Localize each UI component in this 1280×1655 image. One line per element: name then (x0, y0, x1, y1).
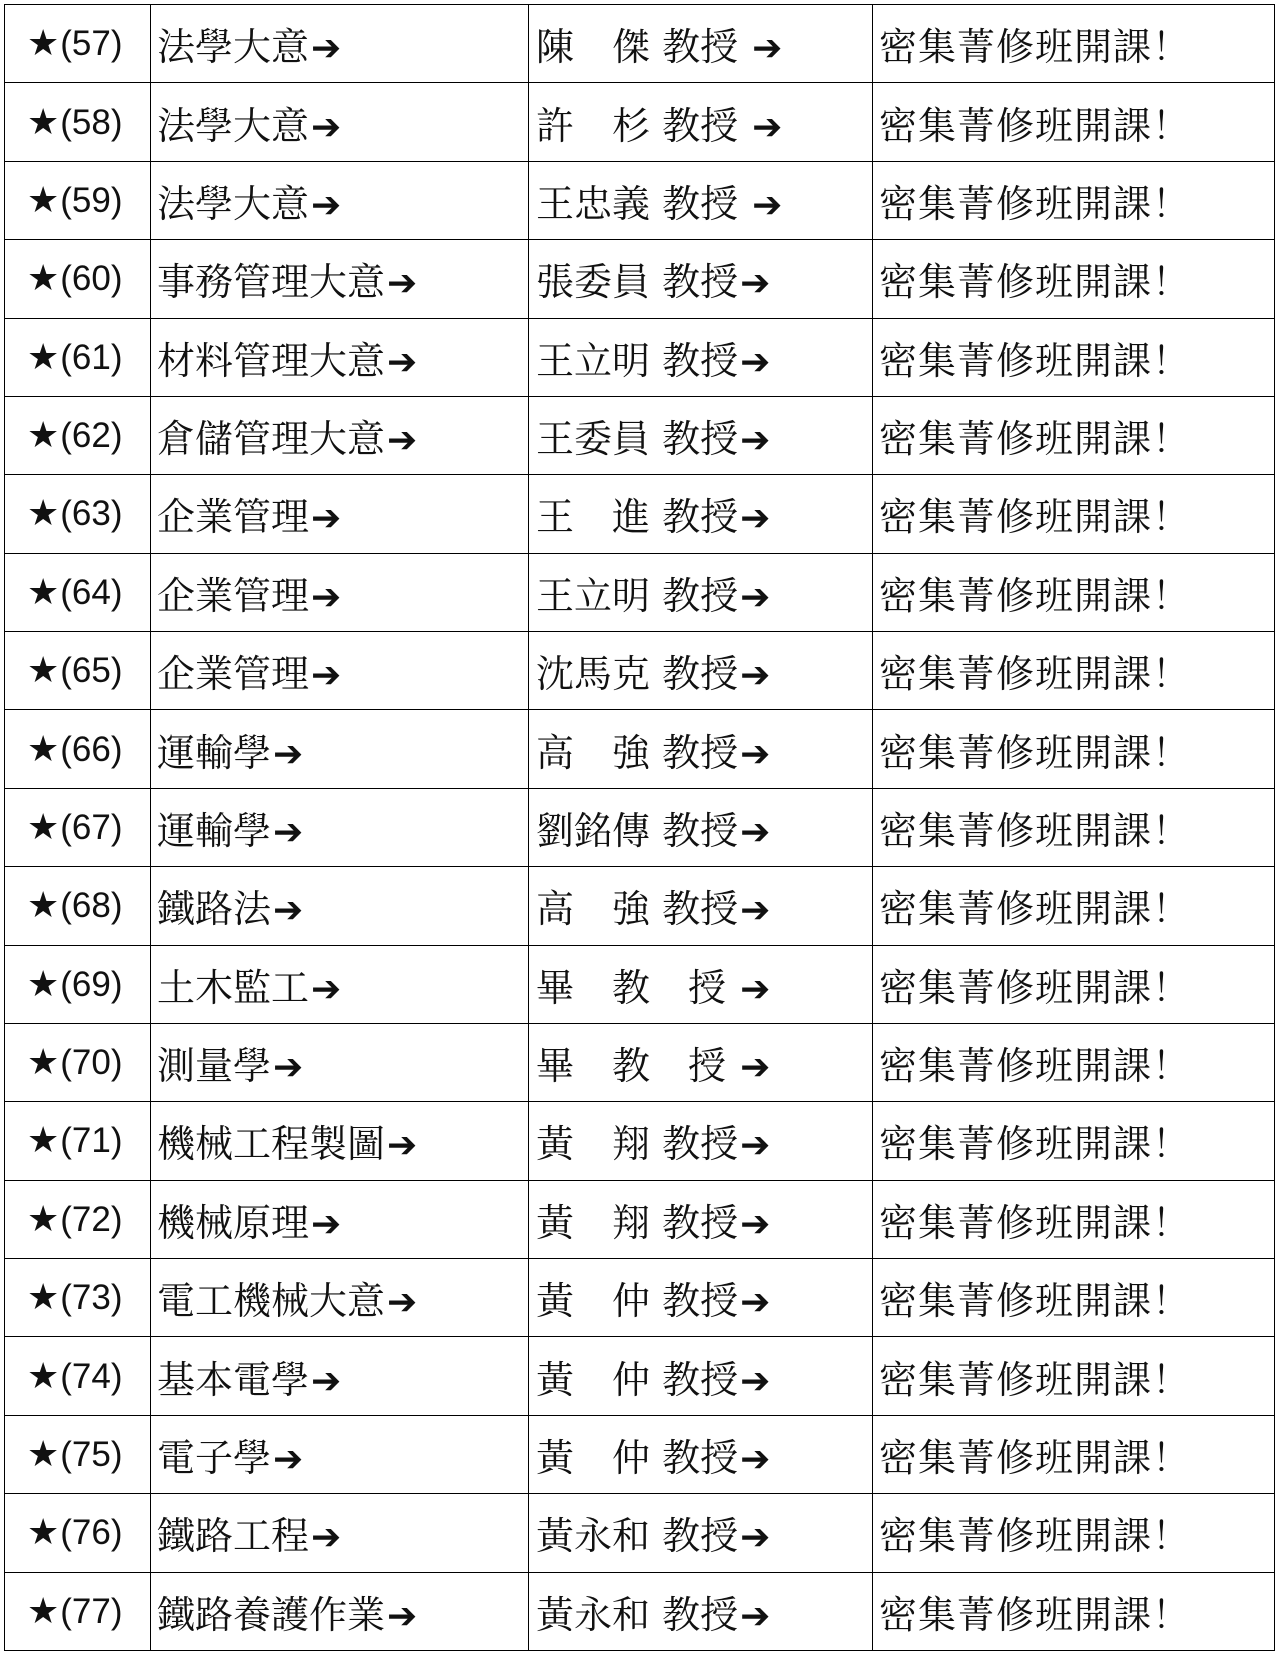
table-row (5, 1180, 1275, 1258)
status-cell (873, 240, 1275, 318)
right-arrow-icon: ➔ (273, 1047, 304, 1089)
teacher-name: 王 進 教授 (536, 495, 739, 540)
subject-cell (151, 1180, 529, 1258)
subject-cell (151, 1572, 529, 1651)
table-row (5, 867, 1275, 945)
teacher-name: 王忠義 教授 (536, 181, 751, 226)
course-number: (68) (60, 886, 123, 926)
subject-cell (151, 240, 529, 318)
subject-cell (151, 1494, 529, 1572)
table-row (5, 475, 1275, 553)
table-row (5, 1337, 1275, 1415)
course-number-cell (5, 83, 151, 161)
teacher-cell (529, 240, 873, 318)
star-icon: ★ (27, 1120, 60, 1162)
right-arrow-icon: ➔ (740, 733, 771, 775)
right-arrow-icon: ➔ (740, 1203, 771, 1245)
subject-name: 法學大意 (157, 25, 310, 70)
right-arrow-icon: ➔ (311, 655, 342, 697)
status-cell (873, 945, 1275, 1023)
table-row (5, 1572, 1275, 1651)
subject-cell (151, 553, 529, 631)
right-arrow-icon: ➔ (273, 890, 304, 932)
teacher-cell (529, 1415, 873, 1493)
course-number: (69) (60, 964, 123, 1004)
right-arrow-icon: ➔ (387, 420, 418, 462)
subject-cell (151, 867, 529, 945)
course-number-cell (5, 553, 151, 631)
subject-cell (151, 632, 529, 710)
status-cell (873, 1259, 1275, 1337)
star-icon: ★ (27, 1590, 60, 1632)
teacher-name: 高 強 教授 (536, 887, 739, 932)
right-arrow-icon: ➔ (273, 811, 304, 853)
teacher-name: 許 杉 教授 (536, 103, 751, 148)
status-text: 密集菁修班開課！ (879, 1122, 1192, 1167)
right-arrow-icon: ➔ (387, 263, 418, 305)
subject-cell (151, 1102, 529, 1180)
course-number-cell (5, 1102, 151, 1180)
course-number-cell (5, 1259, 151, 1337)
status-text: 密集菁修班開課！ (879, 887, 1192, 932)
star-icon: ★ (27, 415, 60, 457)
teacher-cell (529, 1337, 873, 1415)
course-number: (58) (60, 102, 123, 142)
course-number-cell (5, 1180, 151, 1258)
course-number: (77) (60, 1591, 123, 1631)
right-arrow-icon: ➔ (740, 263, 771, 305)
subject-name: 測量學 (157, 1044, 272, 1089)
teacher-name: 黃 翔 教授 (536, 1122, 739, 1167)
table-row (5, 240, 1275, 318)
teacher-name: 張委員 教授 (536, 260, 739, 305)
status-cell (873, 1572, 1275, 1651)
course-table (4, 4, 1275, 1651)
teacher-cell (529, 1259, 873, 1337)
status-text: 密集菁修班開課！ (879, 965, 1192, 1010)
teacher-name: 黃 翔 教授 (536, 1200, 739, 1245)
status-text: 密集菁修班開課！ (879, 573, 1192, 618)
subject-cell (151, 318, 529, 396)
table-row (5, 1415, 1275, 1493)
course-number-cell (5, 1023, 151, 1101)
teacher-cell (529, 1023, 873, 1101)
star-icon: ★ (27, 179, 60, 221)
teacher-name: 高 強 教授 (536, 730, 739, 775)
right-arrow-icon: ➔ (740, 1125, 771, 1167)
teacher-cell (529, 1494, 873, 1572)
subject-name: 企業管理 (157, 495, 310, 540)
right-arrow-icon: ➔ (311, 106, 342, 148)
teacher-cell (529, 1102, 873, 1180)
subject-name: 鐵路工程 (157, 1514, 310, 1559)
subject-name: 鐵路養護作業 (157, 1592, 386, 1637)
course-number-cell (5, 1337, 151, 1415)
subject-cell (151, 161, 529, 239)
course-number: (61) (60, 337, 123, 377)
status-cell (873, 867, 1275, 945)
right-arrow-icon: ➔ (740, 498, 771, 540)
teacher-cell (529, 945, 873, 1023)
right-arrow-icon: ➔ (273, 1438, 304, 1480)
subject-name: 電子學 (157, 1435, 272, 1480)
course-number: (65) (60, 651, 123, 691)
star-icon: ★ (27, 1512, 60, 1554)
teacher-name: 王立明 教授 (536, 338, 739, 383)
subject-cell (151, 710, 529, 788)
right-arrow-icon: ➔ (387, 341, 418, 383)
star-icon: ★ (27, 650, 60, 692)
teacher-name: 陳 傑 教授 (536, 25, 751, 70)
course-number-cell (5, 318, 151, 396)
status-cell (873, 161, 1275, 239)
teacher-name: 沈馬克 教授 (536, 652, 739, 697)
subject-name: 機械工程製圖 (157, 1122, 386, 1167)
subject-name: 電工機械大意 (157, 1279, 386, 1324)
course-number: (67) (60, 807, 123, 847)
right-arrow-icon: ➔ (752, 184, 783, 226)
subject-name: 企業管理 (157, 573, 310, 618)
subject-cell (151, 475, 529, 553)
status-cell (873, 710, 1275, 788)
status-cell (873, 5, 1275, 83)
course-number-cell (5, 710, 151, 788)
course-number-cell (5, 1494, 151, 1572)
table-row (5, 161, 1275, 239)
subject-name: 法學大意 (157, 181, 310, 226)
right-arrow-icon: ➔ (387, 1282, 418, 1324)
star-icon: ★ (27, 1198, 60, 1240)
course-number: (70) (60, 1043, 123, 1083)
star-icon: ★ (27, 336, 60, 378)
star-icon: ★ (27, 101, 60, 143)
status-cell (873, 318, 1275, 396)
right-arrow-icon: ➔ (311, 498, 342, 540)
status-cell (873, 475, 1275, 553)
right-arrow-icon: ➔ (311, 184, 342, 226)
teacher-cell (529, 553, 873, 631)
subject-name: 基本電學 (157, 1357, 310, 1402)
subject-cell (151, 396, 529, 474)
table-row (5, 396, 1275, 474)
course-number: (74) (60, 1356, 123, 1396)
star-icon: ★ (27, 963, 60, 1005)
status-text: 密集菁修班開課！ (879, 103, 1192, 148)
teacher-cell (529, 1572, 873, 1651)
subject-name: 法學大意 (157, 103, 310, 148)
course-number-cell (5, 867, 151, 945)
teacher-cell (529, 632, 873, 710)
subject-name: 機械原理 (157, 1200, 310, 1245)
teacher-name: 劉銘傳 教授 (536, 808, 739, 853)
status-text: 密集菁修班開課！ (879, 1279, 1192, 1324)
status-text: 密集菁修班開課！ (879, 181, 1192, 226)
status-text: 密集菁修班開課！ (879, 417, 1192, 462)
status-text: 密集菁修班開課！ (879, 338, 1192, 383)
subject-cell (151, 5, 529, 83)
table-row (5, 1023, 1275, 1101)
table-row (5, 1259, 1275, 1337)
course-number-cell (5, 475, 151, 553)
course-number-cell (5, 5, 151, 83)
star-icon: ★ (27, 1433, 60, 1475)
right-arrow-icon: ➔ (740, 890, 771, 932)
status-text: 密集菁修班開課！ (879, 1435, 1192, 1480)
star-icon: ★ (27, 258, 60, 300)
course-number: (62) (60, 416, 123, 456)
course-number: (71) (60, 1121, 123, 1161)
course-number-cell (5, 396, 151, 474)
table-row (5, 553, 1275, 631)
status-text: 密集菁修班開課！ (879, 808, 1192, 853)
course-number-cell (5, 1415, 151, 1493)
right-arrow-icon: ➔ (387, 1125, 418, 1167)
status-text: 密集菁修班開課！ (879, 1357, 1192, 1402)
star-icon: ★ (27, 571, 60, 613)
subject-cell (151, 788, 529, 866)
star-icon: ★ (27, 493, 60, 535)
subject-name: 倉儲管理大意 (157, 417, 386, 462)
right-arrow-icon: ➔ (311, 1517, 342, 1559)
teacher-name: 黃 仲 教授 (536, 1357, 739, 1402)
subject-name: 土木監工 (157, 965, 310, 1010)
table-row (5, 1494, 1275, 1572)
status-cell (873, 396, 1275, 474)
teacher-cell (529, 396, 873, 474)
star-icon: ★ (27, 1277, 60, 1319)
right-arrow-icon: ➔ (387, 1595, 418, 1637)
right-arrow-icon: ➔ (752, 28, 783, 70)
course-number: (66) (60, 729, 123, 769)
subject-name: 運輸學 (157, 730, 272, 775)
subject-cell (151, 83, 529, 161)
status-text: 密集菁修班開課！ (879, 260, 1192, 305)
course-number: (57) (60, 24, 123, 64)
right-arrow-icon: ➔ (740, 1047, 771, 1089)
teacher-cell (529, 83, 873, 161)
teacher-cell (529, 1180, 873, 1258)
status-text: 密集菁修班開課！ (879, 730, 1192, 775)
course-number-cell (5, 161, 151, 239)
course-number: (72) (60, 1199, 123, 1239)
teacher-cell (529, 161, 873, 239)
right-arrow-icon: ➔ (311, 1203, 342, 1245)
right-arrow-icon: ➔ (273, 733, 304, 775)
right-arrow-icon: ➔ (752, 106, 783, 148)
star-icon: ★ (27, 1042, 60, 1084)
right-arrow-icon: ➔ (740, 1438, 771, 1480)
right-arrow-icon: ➔ (740, 1360, 771, 1402)
status-text: 密集菁修班開課！ (879, 1044, 1192, 1089)
course-number-cell (5, 788, 151, 866)
right-arrow-icon: ➔ (740, 1517, 771, 1559)
star-icon: ★ (27, 728, 60, 770)
status-cell (873, 788, 1275, 866)
right-arrow-icon: ➔ (311, 576, 342, 618)
right-arrow-icon: ➔ (311, 28, 342, 70)
teacher-cell (529, 788, 873, 866)
status-cell (873, 632, 1275, 710)
status-cell (873, 1337, 1275, 1415)
subject-name: 運輸學 (157, 808, 272, 853)
course-number: (59) (60, 180, 123, 220)
star-icon: ★ (27, 806, 60, 848)
teacher-name: 黃永和 教授 (536, 1514, 739, 1559)
course-number-cell (5, 945, 151, 1023)
status-cell (873, 1180, 1275, 1258)
subject-cell (151, 945, 529, 1023)
table-row (5, 788, 1275, 866)
status-text: 密集菁修班開課！ (879, 652, 1192, 697)
course-number: (63) (60, 494, 123, 534)
status-text: 密集菁修班開課！ (879, 1592, 1192, 1637)
teacher-name: 黃永和 教授 (536, 1592, 739, 1637)
course-number-cell (5, 240, 151, 318)
course-number: (75) (60, 1434, 123, 1474)
subject-cell (151, 1259, 529, 1337)
status-cell (873, 1023, 1275, 1101)
teacher-cell (529, 867, 873, 945)
status-cell (873, 1415, 1275, 1493)
teacher-cell (529, 318, 873, 396)
teacher-cell (529, 475, 873, 553)
teacher-cell (529, 5, 873, 83)
table-row (5, 83, 1275, 161)
subject-name: 鐵路法 (157, 887, 272, 932)
right-arrow-icon: ➔ (740, 1595, 771, 1637)
teacher-name: 畢 教 授 (536, 965, 739, 1010)
right-arrow-icon: ➔ (740, 576, 771, 618)
status-cell (873, 553, 1275, 631)
status-cell (873, 1494, 1275, 1572)
star-icon: ★ (27, 1355, 60, 1397)
table-row (5, 945, 1275, 1023)
table-row (5, 632, 1275, 710)
subject-name: 事務管理大意 (157, 260, 386, 305)
right-arrow-icon: ➔ (740, 1282, 771, 1324)
subject-name: 企業管理 (157, 652, 310, 697)
teacher-name: 黃 仲 教授 (536, 1279, 739, 1324)
right-arrow-icon: ➔ (740, 811, 771, 853)
status-cell (873, 83, 1275, 161)
status-text: 密集菁修班開課！ (879, 495, 1192, 540)
right-arrow-icon: ➔ (311, 1360, 342, 1402)
table-row (5, 1102, 1275, 1180)
star-icon: ★ (27, 885, 60, 927)
teacher-name: 黃 仲 教授 (536, 1435, 739, 1480)
subject-name: 材料管理大意 (157, 338, 386, 383)
table-row (5, 710, 1275, 788)
table-row (5, 5, 1275, 83)
course-number: (60) (60, 259, 123, 299)
subject-cell (151, 1415, 529, 1493)
right-arrow-icon: ➔ (740, 655, 771, 697)
course-number: (73) (60, 1278, 123, 1318)
teacher-name: 畢 教 授 (536, 1044, 739, 1089)
status-text: 密集菁修班開課！ (879, 25, 1192, 70)
course-number-cell (5, 632, 151, 710)
teacher-name: 王委員 教授 (536, 417, 739, 462)
subject-cell (151, 1337, 529, 1415)
right-arrow-icon: ➔ (740, 968, 771, 1010)
course-table-body (5, 5, 1275, 1651)
course-number-cell (5, 1572, 151, 1651)
star-icon: ★ (27, 23, 60, 65)
subject-cell (151, 1023, 529, 1101)
right-arrow-icon: ➔ (740, 341, 771, 383)
right-arrow-icon: ➔ (740, 420, 771, 462)
course-number: (64) (60, 572, 123, 612)
status-text: 密集菁修班開課！ (879, 1514, 1192, 1559)
status-text: 密集菁修班開課！ (879, 1200, 1192, 1245)
table-row (5, 318, 1275, 396)
course-number: (76) (60, 1513, 123, 1553)
teacher-name: 王立明 教授 (536, 573, 739, 618)
teacher-cell (529, 710, 873, 788)
right-arrow-icon: ➔ (311, 968, 342, 1010)
status-cell (873, 1102, 1275, 1180)
